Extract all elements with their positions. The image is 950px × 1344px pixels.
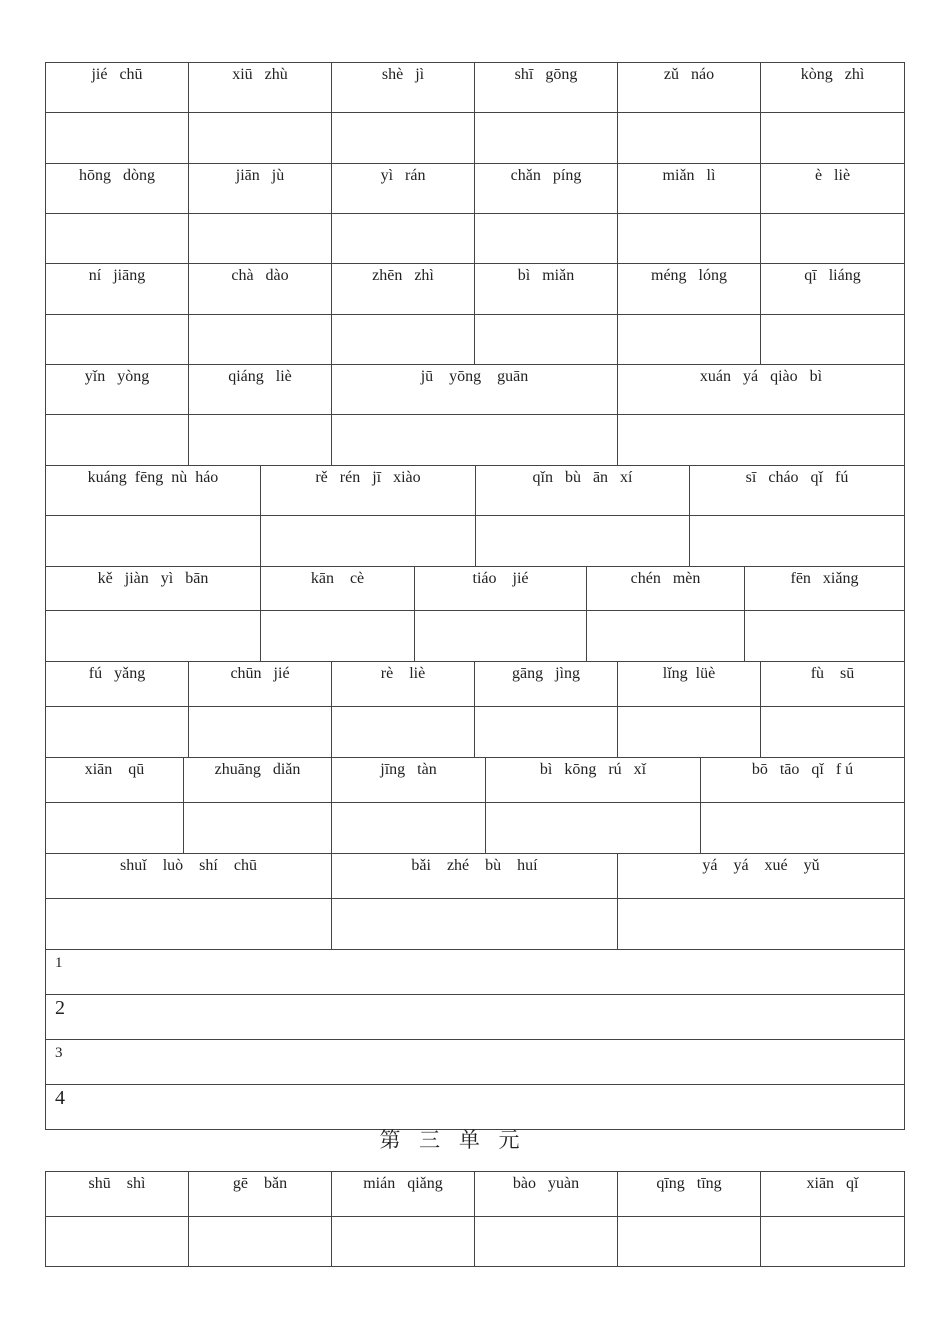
answer-box[interactable] [332,1217,475,1267]
numbered-line[interactable]: 2 [45,995,905,1040]
pinyin-cell: jū yōng guān [332,365,618,415]
answer-box[interactable] [618,113,761,164]
answer-box[interactable] [475,315,618,365]
answer-box[interactable] [618,415,905,466]
pinyin-cell: qiáng liè [189,365,332,415]
answer-box[interactable] [189,214,332,264]
answer-box[interactable] [46,315,189,365]
pinyin-cell: fēn xiǎng [745,567,905,611]
answer-box[interactable] [745,611,905,662]
answer-box[interactable] [761,707,905,758]
pinyin-cell: zhēn zhì [332,264,475,315]
pinyin-row [45,662,905,707]
pinyin-cell: chūn jié [189,662,332,707]
answer-box[interactable] [761,1217,905,1267]
answer-box[interactable] [46,611,261,662]
pinyin-cell: xuán yá qiào bì [618,365,905,415]
answer-box[interactable] [618,899,905,950]
unit-title: 第 三 单 元 [379,1128,526,1152]
pinyin-cell: shè jì [332,63,475,113]
answer-box[interactable] [261,516,476,567]
pinyin-cell: mián qiǎng [332,1172,475,1217]
answer-box[interactable] [189,113,332,164]
pinyin-cell: bō tāo qǐ f ú [701,758,905,803]
answer-box[interactable] [415,611,587,662]
answer-box[interactable] [475,113,618,164]
pinyin-cell: xiān qǐ [761,1172,905,1217]
numbered-line[interactable]: 3 [45,1040,905,1085]
pinyin-cell: bì kōng rú xǐ [486,758,701,803]
pinyin-cell: chén mèn [587,567,745,611]
answer-row [45,611,905,662]
answer-box[interactable] [189,415,332,466]
pinyin-cell: zhuāng diǎn [184,758,332,803]
pinyin-cell: yǐn yòng [46,365,189,415]
answer-row [45,1217,905,1267]
pinyin-cell: gāng jìng [475,662,618,707]
pinyin-cell: miǎn lì [618,164,761,214]
answer-box[interactable] [701,803,905,854]
answer-box[interactable] [761,315,905,365]
pinyin-cell: shī gōng [475,63,618,113]
pinyin-row [45,63,905,113]
pinyin-grid [45,62,905,1130]
answer-box[interactable] [761,214,905,264]
answer-box[interactable] [46,214,189,264]
pinyin-cell: bào yuàn [475,1172,618,1217]
pinyin-row [45,758,905,803]
answer-box[interactable] [486,803,701,854]
answer-row [45,214,905,264]
answer-box[interactable] [46,803,184,854]
pinyin-cell: ní jiāng [46,264,189,315]
answer-box[interactable] [189,707,332,758]
answer-box[interactable] [618,214,761,264]
answer-box[interactable] [332,415,618,466]
answer-box[interactable] [618,315,761,365]
pinyin-cell: sī cháo qǐ fú [690,466,905,516]
pinyin-cell: jié chū [46,63,189,113]
pinyin-cell: fú yǎng [46,662,189,707]
answer-row [45,415,905,466]
answer-box[interactable] [189,315,332,365]
answer-row [45,315,905,365]
answer-box[interactable] [184,803,332,854]
answer-box[interactable] [475,214,618,264]
pinyin-cell: hōng dòng [46,164,189,214]
pinyin-cell: méng lóng [618,264,761,315]
answer-box[interactable] [332,899,618,950]
answer-box[interactable] [332,315,475,365]
pinyin-cell: chà dào [189,264,332,315]
pinyin-cell: kuáng fēng nù háo [46,466,261,516]
pinyin-cell: kě jiàn yì bān [46,567,261,611]
pinyin-grid-unit3 [45,1171,905,1267]
pinyin-cell: xiū zhù [189,63,332,113]
pinyin-cell: qīng tīng [618,1172,761,1217]
answer-box[interactable] [189,1217,332,1267]
pinyin-cell: qǐn bù ān xí [476,466,690,516]
answer-box[interactable] [475,707,618,758]
answer-box[interactable] [261,611,415,662]
answer-box[interactable] [332,113,475,164]
pinyin-row [45,365,905,415]
answer-box[interactable] [332,803,486,854]
pinyin-cell: zǔ náo [618,63,761,113]
pinyin-cell: xiān qū [46,758,184,803]
answer-box[interactable] [618,1217,761,1267]
answer-row [45,899,905,950]
answer-box[interactable] [587,611,745,662]
pinyin-row [45,264,905,315]
pinyin-cell: fù sū [761,662,905,707]
answer-box[interactable] [332,214,475,264]
answer-box[interactable] [475,1217,618,1267]
pinyin-cell: yá yá xué yǔ [618,854,905,899]
pinyin-cell: rè liè [332,662,475,707]
answer-box[interactable] [46,516,261,567]
answer-row [45,113,905,164]
pinyin-cell: gē bǎn [189,1172,332,1217]
answer-row [45,803,905,854]
pinyin-cell: rě rén jī xiào [261,466,476,516]
pinyin-cell: bì miǎn [475,264,618,315]
pinyin-row [45,1172,905,1217]
answer-box[interactable] [332,707,475,758]
numbered-line[interactable]: 1 [45,950,905,995]
answer-box[interactable] [618,707,761,758]
pinyin-cell: shuǐ luò shí chū [46,854,332,899]
answer-box[interactable] [46,707,189,758]
pinyin-row [45,164,905,214]
pinyin-cell: kān cè [261,567,415,611]
pinyin-cell: lǐng lüè [618,662,761,707]
answer-box[interactable] [690,516,905,567]
pinyin-cell: è liè [761,164,905,214]
pinyin-cell: yì rán [332,164,475,214]
answer-box[interactable] [46,415,189,466]
pinyin-cell: qī liáng [761,264,905,315]
pinyin-cell: shū shì [46,1172,189,1217]
pinyin-row [45,567,905,611]
numbered-line[interactable]: 4 [45,1085,905,1130]
pinyin-cell: tiáo jié [415,567,587,611]
pinyin-row [45,466,905,516]
answer-box[interactable] [46,113,189,164]
answer-box[interactable] [476,516,690,567]
answer-row [45,707,905,758]
pinyin-cell: jīng tàn [332,758,486,803]
answer-box[interactable] [46,1217,189,1267]
pinyin-cell: jiān jù [189,164,332,214]
pinyin-cell: bǎi zhé bù huí [332,854,618,899]
answer-box[interactable] [761,113,905,164]
pinyin-cell: kòng zhì [761,63,905,113]
answer-box[interactable] [46,899,332,950]
pinyin-cell: chǎn píng [475,164,618,214]
answer-row [45,516,905,567]
pinyin-row [45,854,905,899]
